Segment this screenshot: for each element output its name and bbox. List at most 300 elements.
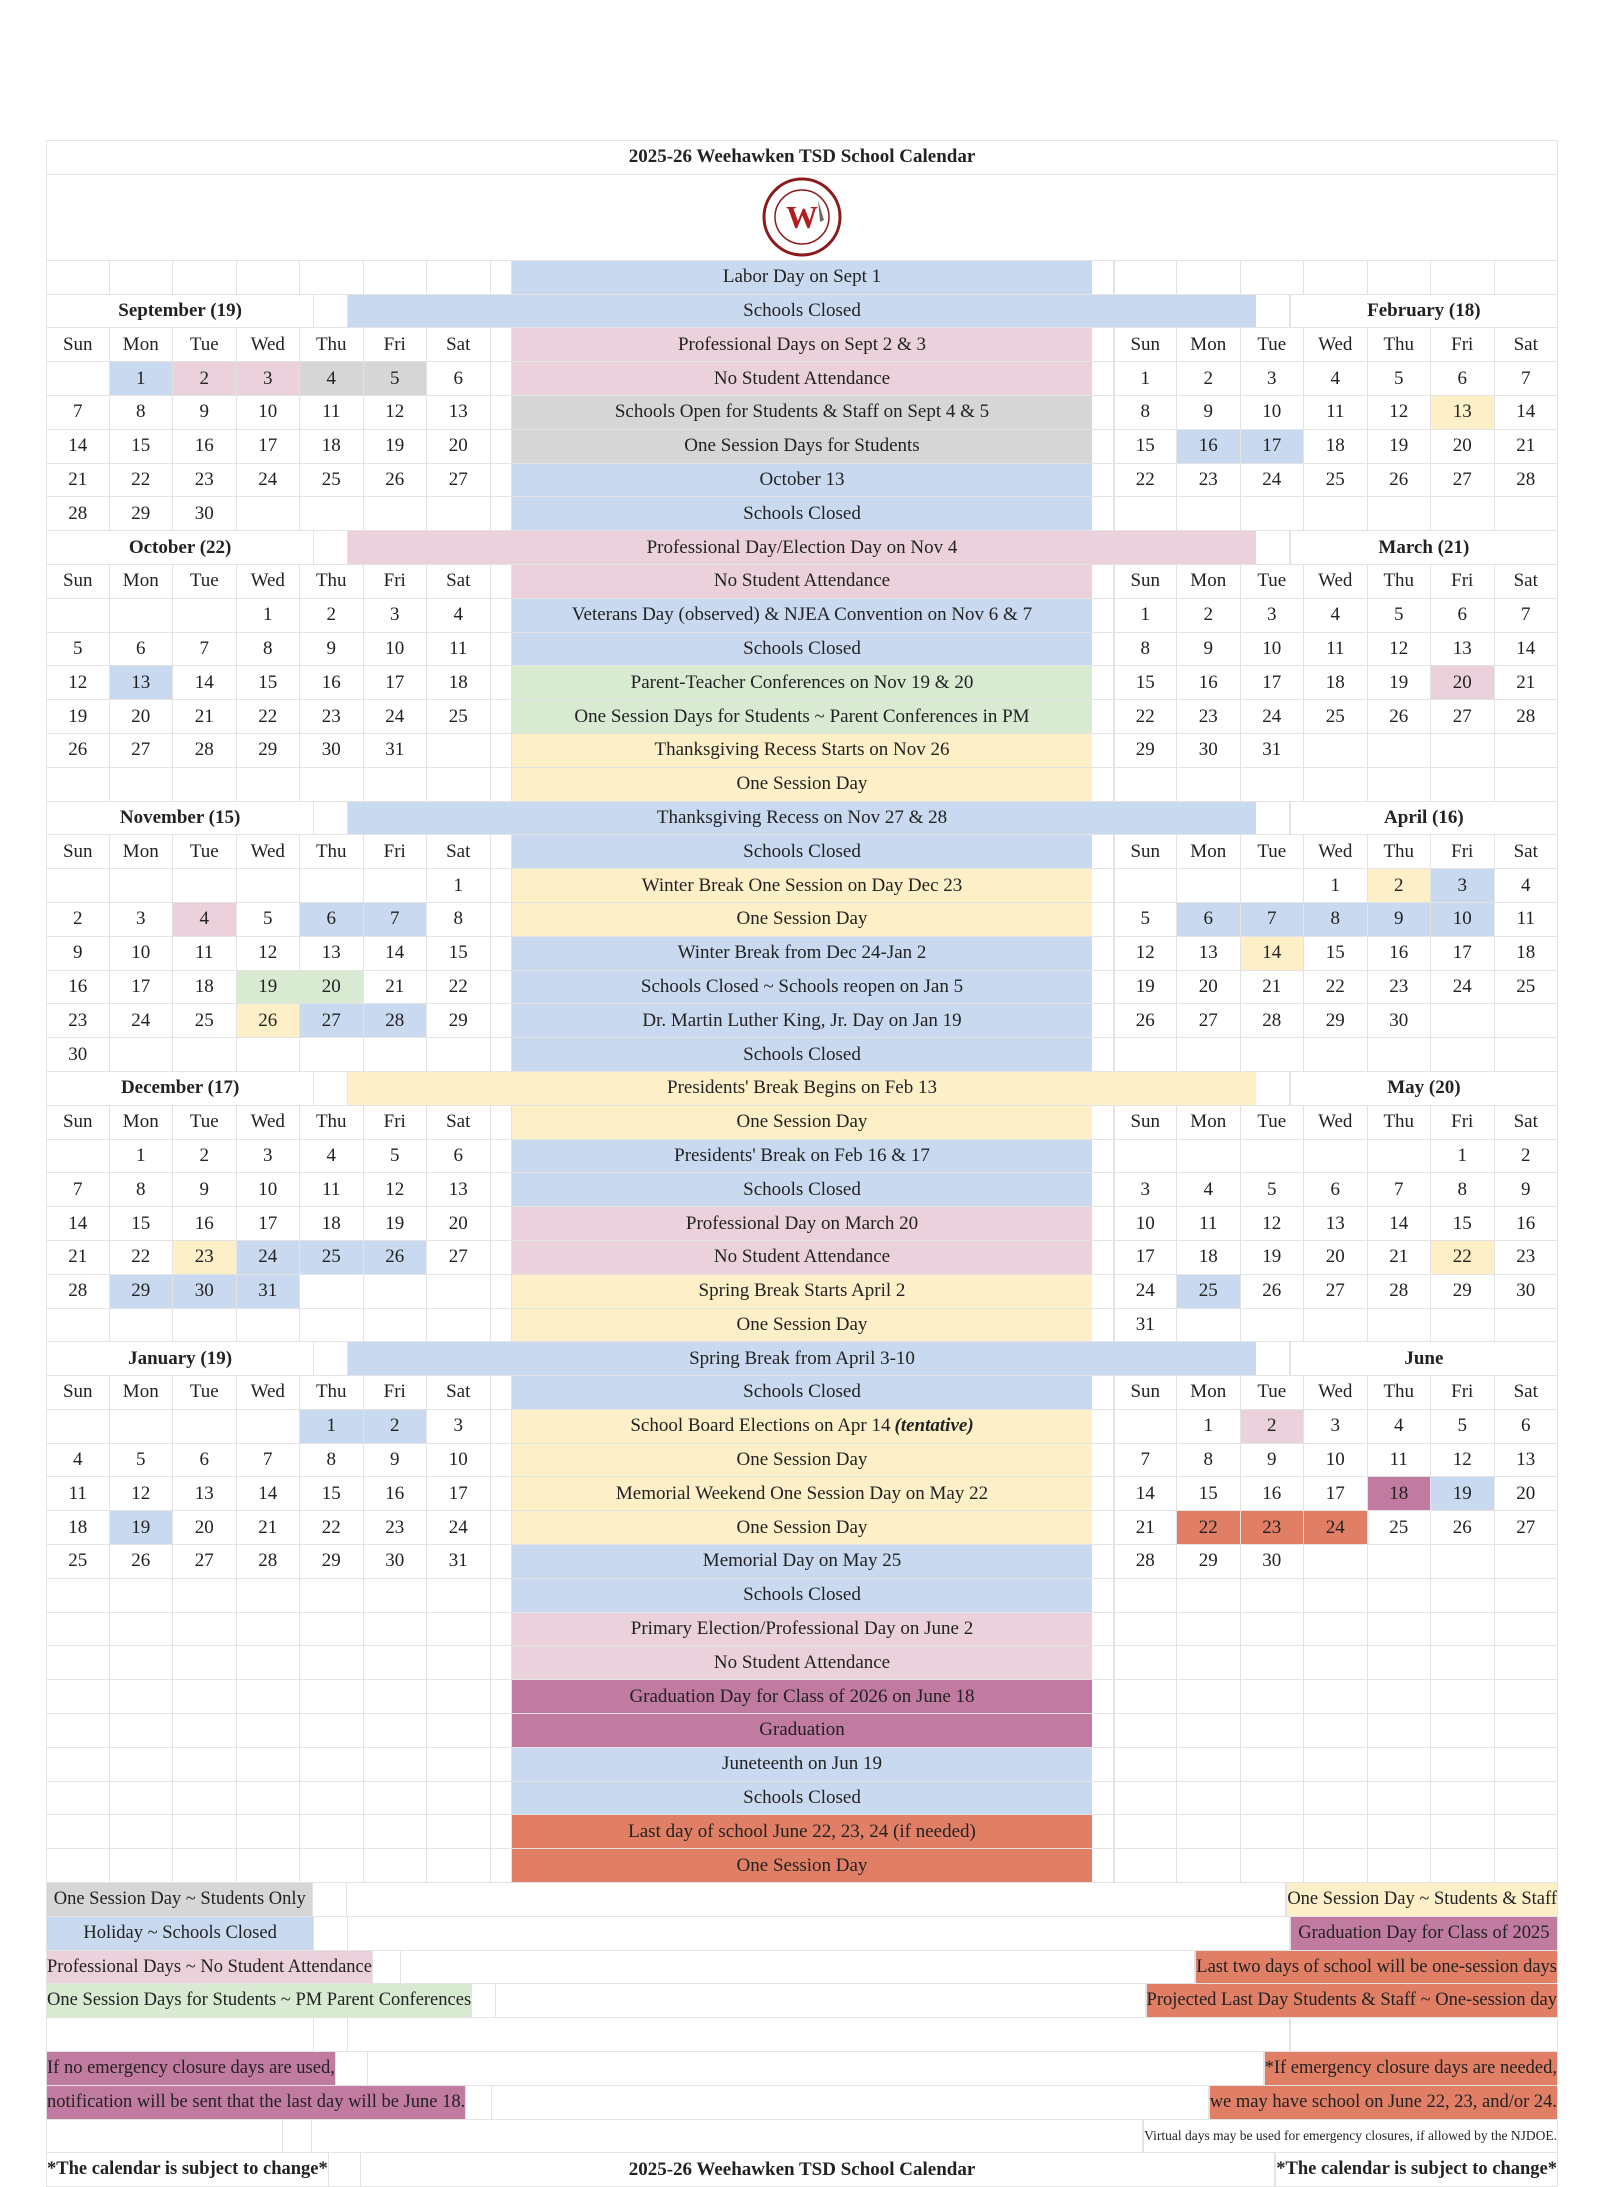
day-cell: 23 <box>1241 1511 1305 1544</box>
event-text: Schools Closed <box>743 502 861 524</box>
event-item <box>512 430 1092 463</box>
day-cell: 19 <box>110 1511 174 1544</box>
day-cell: 18 <box>1304 666 1368 699</box>
day-cell: 2 <box>364 1410 428 1443</box>
gap <box>491 1173 513 1206</box>
gap <box>313 1883 346 1916</box>
week-row <box>46 971 491 1004</box>
event-text: Primary Election/Professional Day on June 2 <box>630 1618 974 1640</box>
day-cell <box>1304 1545 1368 1578</box>
day-cell <box>1431 261 1495 294</box>
week-row <box>46 430 491 463</box>
day-cell: 24 <box>427 1511 491 1544</box>
day-cell <box>300 1714 364 1747</box>
day-cell: 25 <box>46 1545 110 1578</box>
day-cell <box>1177 1646 1241 1679</box>
day-cell: 14 <box>237 1477 301 1510</box>
day-cell: 24 <box>1114 1275 1178 1308</box>
gap <box>1092 497 1114 530</box>
day-cell <box>46 1579 110 1612</box>
month-title: October (22) <box>46 531 314 564</box>
gap <box>1092 971 1114 1004</box>
day-cell: 27 <box>110 734 174 767</box>
day-cell: 30 <box>173 497 237 530</box>
gap <box>1092 1241 1114 1274</box>
gap <box>1092 768 1114 801</box>
day-cell: 22 <box>1304 971 1368 1004</box>
day-cell <box>46 1748 110 1781</box>
week-row <box>46 1646 491 1679</box>
event-item <box>512 1004 1092 1037</box>
day-cell: 18 <box>46 1511 110 1544</box>
day-cell: 23 <box>173 1241 237 1274</box>
day-cell <box>427 1849 491 1882</box>
day-cell: 15 <box>237 666 301 699</box>
day-cell <box>1241 1309 1305 1342</box>
legend-item <box>46 2018 314 2051</box>
day-cell: 10 <box>364 633 428 666</box>
day-cell <box>173 599 237 632</box>
day-cell: 1 <box>1114 599 1178 632</box>
week-row <box>46 1004 491 1037</box>
grid-row <box>46 802 1558 836</box>
day-cell: 25 <box>427 700 491 733</box>
day-cell <box>1368 1613 1432 1646</box>
day-cell: 12 <box>1241 1207 1305 1240</box>
day-cell: 26 <box>364 1241 428 1274</box>
weekday-label: Sun <box>1114 835 1178 868</box>
week-row <box>1114 599 1559 632</box>
weekday-label: Fri <box>1431 835 1495 868</box>
event-text: Schools Closed <box>743 299 861 321</box>
day-cell <box>46 1714 110 1747</box>
day-cell <box>1177 261 1241 294</box>
day-cell: 8 <box>110 396 174 429</box>
weekday-label: Wed <box>237 328 301 361</box>
day-cell <box>1114 497 1178 530</box>
day-cell <box>110 1714 174 1747</box>
day-cell <box>110 599 174 632</box>
legend-item: One Session Day ~ Students Only <box>46 1883 313 1916</box>
day-cell <box>237 1410 301 1443</box>
legend-row <box>46 1984 1558 2018</box>
day-cell: 1 <box>110 362 174 395</box>
day-cell: 6 <box>1495 1410 1559 1443</box>
legend-item: Projected Last Day Students & Staff ~ One-session day <box>1146 1984 1558 2017</box>
footer-row <box>46 2153 1558 2187</box>
grid-row <box>46 1815 1558 1849</box>
day-cell <box>237 1714 301 1747</box>
gap <box>466 2086 492 2119</box>
day-cell: 26 <box>1368 464 1432 497</box>
day-cell: 24 <box>1241 700 1305 733</box>
day-cell <box>1368 1579 1432 1612</box>
week-row <box>1114 1782 1559 1815</box>
gap <box>1092 1106 1114 1139</box>
event-item <box>312 2120 1113 2153</box>
day-cell: 4 <box>173 903 237 936</box>
day-cell: 26 <box>110 1545 174 1578</box>
day-cell <box>364 1714 428 1747</box>
weekday-label: Fri <box>1431 565 1495 598</box>
gap <box>491 1376 513 1409</box>
day-cell: 29 <box>427 1004 491 1037</box>
week-row <box>46 464 491 497</box>
day-cell <box>300 1309 364 1342</box>
day-cell <box>1241 869 1305 902</box>
day-cell: 3 <box>1241 362 1305 395</box>
weekday-label: Thu <box>300 565 364 598</box>
gap <box>491 903 513 936</box>
event-text: Spring Break from April 3-10 <box>689 1347 915 1369</box>
weekday-label: Fri <box>364 835 428 868</box>
day-cell <box>1368 1140 1432 1173</box>
gap <box>1092 328 1114 361</box>
event-text: Schools Open for Students & Staff on Sept 4 & 5 <box>614 401 990 423</box>
day-cell <box>237 1613 301 1646</box>
day-cell <box>1114 1815 1178 1848</box>
day-cell <box>427 1613 491 1646</box>
gap <box>491 1106 513 1139</box>
event-item <box>512 1545 1092 1578</box>
event-item <box>512 734 1092 767</box>
day-cell: 9 <box>300 633 364 666</box>
day-cell <box>1241 261 1305 294</box>
day-cell: 17 <box>1114 1241 1178 1274</box>
day-cell: 15 <box>1304 937 1368 970</box>
day-cell <box>427 768 491 801</box>
week-row <box>46 1511 491 1544</box>
weekday-header <box>46 835 491 868</box>
gap <box>1092 1646 1114 1679</box>
week-row <box>46 1241 491 1274</box>
event-text: Graduation Day for Class of 2026 on June 18 <box>629 1685 975 1707</box>
day-cell: 19 <box>1241 1241 1305 1274</box>
legend-item <box>1290 2018 1558 2051</box>
event-text: One Session Day <box>736 1111 868 1133</box>
gap <box>1092 1207 1114 1240</box>
day-cell: 2 <box>1495 1140 1559 1173</box>
day-cell: 22 <box>1114 700 1178 733</box>
day-cell <box>1368 768 1432 801</box>
week-row <box>1114 1545 1559 1578</box>
day-cell <box>1495 1038 1559 1071</box>
day-cell <box>46 599 110 632</box>
day-cell <box>1241 1782 1305 1815</box>
day-cell: 28 <box>173 734 237 767</box>
day-cell: 29 <box>1114 734 1178 767</box>
day-cell: 28 <box>1241 1004 1305 1037</box>
event-text: Schools Closed <box>743 637 861 659</box>
day-cell: 3 <box>427 1410 491 1443</box>
day-cell <box>237 1680 301 1713</box>
gap <box>491 1511 513 1544</box>
day-cell <box>1304 1613 1368 1646</box>
day-cell <box>46 362 110 395</box>
day-cell: 29 <box>1177 1545 1241 1578</box>
day-cell: 13 <box>110 666 174 699</box>
day-cell: 8 <box>427 903 491 936</box>
grid-row <box>46 1072 1558 1106</box>
weekday-header <box>46 565 491 598</box>
event-text: Memorial Weekend One Session Day on May 22 <box>615 1482 989 1504</box>
day-cell <box>427 1815 491 1848</box>
day-cell: 19 <box>1368 430 1432 463</box>
gap <box>1232 2052 1264 2085</box>
day-cell: 8 <box>1114 633 1178 666</box>
day-cell: 1 <box>1114 362 1178 395</box>
day-cell <box>1495 1714 1559 1747</box>
day-cell <box>364 1646 428 1679</box>
weekday-label: Mon <box>1177 1106 1241 1139</box>
day-cell <box>1114 869 1178 902</box>
legend-row <box>46 1917 1558 1951</box>
day-cell: 29 <box>237 734 301 767</box>
weekday-label: Wed <box>237 565 301 598</box>
day-cell <box>46 1309 110 1342</box>
day-cell <box>1114 261 1178 294</box>
day-cell <box>1495 1646 1559 1679</box>
day-cell <box>364 261 428 294</box>
event-item <box>512 1477 1092 1510</box>
day-cell: 22 <box>237 700 301 733</box>
day-cell: 17 <box>1304 1477 1368 1510</box>
day-cell <box>1368 1782 1432 1815</box>
day-cell <box>237 1815 301 1848</box>
week-row <box>46 1714 491 1747</box>
day-cell: 11 <box>1495 903 1559 936</box>
weekday-label: Wed <box>1304 1106 1368 1139</box>
day-cell <box>1177 1849 1241 1882</box>
day-cell: 27 <box>1431 464 1495 497</box>
day-cell <box>1368 1309 1432 1342</box>
day-cell: 27 <box>1495 1511 1559 1544</box>
day-cell: 11 <box>1304 633 1368 666</box>
gap <box>1092 700 1114 733</box>
day-cell <box>364 1613 428 1646</box>
day-cell <box>1495 1680 1559 1713</box>
grid-row <box>46 937 1558 971</box>
event-item <box>512 565 1092 598</box>
day-cell <box>1304 1782 1368 1815</box>
day-cell: 5 <box>1114 903 1178 936</box>
day-cell: 8 <box>1114 396 1178 429</box>
day-cell <box>300 1613 364 1646</box>
day-cell <box>300 497 364 530</box>
day-cell <box>173 1579 237 1612</box>
day-cell <box>237 869 301 902</box>
event-item <box>512 666 1092 699</box>
gap <box>1092 1680 1114 1713</box>
day-cell <box>1241 1038 1305 1071</box>
event-item <box>401 1951 1167 1984</box>
day-cell: 4 <box>1304 599 1368 632</box>
day-cell <box>1368 734 1432 767</box>
day-cell: 4 <box>300 362 364 395</box>
gap <box>491 1748 513 1781</box>
day-cell <box>1241 1815 1305 1848</box>
gap <box>491 1849 513 1882</box>
day-cell <box>1114 1748 1178 1781</box>
day-cell <box>110 1849 174 1882</box>
weekday-label: Sun <box>1114 565 1178 598</box>
gap <box>491 1613 513 1646</box>
day-cell: 2 <box>300 599 364 632</box>
gap <box>491 430 513 463</box>
grid-row <box>46 261 1558 295</box>
grid-row <box>46 1309 1558 1343</box>
legend-item: Virtual days may be used for emergency closures, if allowed by the NJDOE. <box>1143 2120 1558 2153</box>
week-row <box>1114 1748 1559 1781</box>
gap <box>283 2120 313 2153</box>
week-row <box>1114 1241 1559 1274</box>
grid-row <box>46 734 1558 768</box>
day-cell: 30 <box>1241 1545 1305 1578</box>
day-cell: 7 <box>237 1444 301 1477</box>
weekday-label: Mon <box>1177 565 1241 598</box>
day-cell <box>46 1613 110 1646</box>
grid-row <box>46 430 1558 464</box>
day-cell: 9 <box>364 1444 428 1477</box>
day-cell: 24 <box>1304 1511 1368 1544</box>
day-cell: 15 <box>1177 1477 1241 1510</box>
day-cell <box>46 1646 110 1679</box>
day-cell: 20 <box>1304 1241 1368 1274</box>
day-cell <box>1177 1038 1241 1071</box>
week-row <box>1114 1309 1559 1342</box>
day-cell: 10 <box>1241 633 1305 666</box>
week-row <box>46 1309 491 1342</box>
day-cell: 10 <box>237 1173 301 1206</box>
event-note: (tentative) <box>894 1415 974 1437</box>
day-cell: 1 <box>1304 869 1368 902</box>
grid-row <box>46 869 1558 903</box>
weekday-header <box>1114 565 1559 598</box>
day-cell: 18 <box>1368 1477 1432 1510</box>
weekday-label: Sun <box>1114 1376 1178 1409</box>
gap <box>1183 2086 1209 2119</box>
legend-item: Holiday ~ Schools Closed <box>46 1917 314 1950</box>
day-cell: 11 <box>300 396 364 429</box>
gap <box>1092 565 1114 598</box>
day-cell: 21 <box>46 1241 110 1274</box>
event-item <box>512 1748 1092 1781</box>
week-row <box>46 1579 491 1612</box>
week-row <box>46 666 491 699</box>
day-cell: 27 <box>1304 1275 1368 1308</box>
weekday-header <box>1114 835 1559 868</box>
weekday-header <box>1114 1376 1559 1409</box>
week-row <box>1114 633 1559 666</box>
day-cell: 4 <box>1304 362 1368 395</box>
week-row <box>1114 464 1559 497</box>
week-row <box>1114 1849 1559 1882</box>
gap <box>491 497 513 530</box>
event-item <box>368 2052 1232 2085</box>
legend-row <box>46 2018 1558 2052</box>
day-cell: 27 <box>1177 1004 1241 1037</box>
day-cell <box>1177 869 1241 902</box>
gap <box>1092 1815 1114 1848</box>
day-cell: 17 <box>110 971 174 1004</box>
weekday-label: Fri <box>364 328 428 361</box>
month-title: March (21) <box>1290 531 1558 564</box>
day-cell <box>1368 261 1432 294</box>
day-cell <box>1431 1646 1495 1679</box>
day-cell: 1 <box>237 599 301 632</box>
day-cell <box>364 1038 428 1071</box>
week-row <box>1114 1004 1559 1037</box>
grid-row <box>46 1748 1558 1782</box>
weekday-label: Mon <box>1177 835 1241 868</box>
event-item <box>512 1241 1092 1274</box>
day-cell <box>1368 1714 1432 1747</box>
day-cell: 8 <box>300 1444 364 1477</box>
day-cell <box>300 1815 364 1848</box>
day-cell: 19 <box>1368 666 1432 699</box>
day-cell: 10 <box>1114 1207 1178 1240</box>
legend-item: If no emergency closure days are used, <box>46 2052 336 2085</box>
day-cell: 5 <box>46 633 110 666</box>
weekday-label: Thu <box>300 328 364 361</box>
gap <box>491 261 513 294</box>
day-cell: 27 <box>427 1241 491 1274</box>
day-cell <box>1304 1579 1368 1612</box>
day-cell: 28 <box>46 1275 110 1308</box>
weekday-label: Sun <box>46 1376 110 1409</box>
day-cell: 25 <box>173 1004 237 1037</box>
day-cell: 22 <box>300 1511 364 1544</box>
event-text: One Session Days for Students <box>684 435 920 457</box>
weekday-label: Wed <box>1304 328 1368 361</box>
weekday-label: Fri <box>1431 328 1495 361</box>
grid-row <box>46 1207 1558 1241</box>
weekday-header <box>1114 1106 1559 1139</box>
day-cell: 12 <box>1114 937 1178 970</box>
day-cell: 24 <box>110 1004 174 1037</box>
day-cell <box>1241 497 1305 530</box>
grid-row <box>46 295 1558 329</box>
week-row <box>46 937 491 970</box>
gap <box>1092 396 1114 429</box>
event-item <box>496 1984 1123 2017</box>
day-cell: 9 <box>1241 1444 1305 1477</box>
grid-row <box>46 1038 1558 1072</box>
day-cell <box>1431 768 1495 801</box>
week-row <box>1114 396 1559 429</box>
day-cell: 21 <box>1368 1241 1432 1274</box>
gap <box>1092 1545 1114 1578</box>
event-item <box>512 1613 1092 1646</box>
day-cell <box>1177 1815 1241 1848</box>
day-cell: 9 <box>1177 396 1241 429</box>
day-cell: 11 <box>427 633 491 666</box>
day-cell <box>173 1849 237 1882</box>
day-cell: 12 <box>364 396 428 429</box>
weekday-label: Thu <box>1368 1376 1432 1409</box>
gap <box>491 1815 513 1848</box>
day-cell: 7 <box>1495 599 1559 632</box>
day-cell: 8 <box>237 633 301 666</box>
day-cell: 10 <box>1304 1444 1368 1477</box>
day-cell <box>1304 1680 1368 1713</box>
day-cell: 5 <box>237 903 301 936</box>
gap <box>491 1579 513 1612</box>
day-cell: 4 <box>1368 1410 1432 1443</box>
gap <box>1256 1917 1289 1950</box>
event-text: One Session Day <box>736 1854 868 1876</box>
gap <box>491 1680 513 1713</box>
